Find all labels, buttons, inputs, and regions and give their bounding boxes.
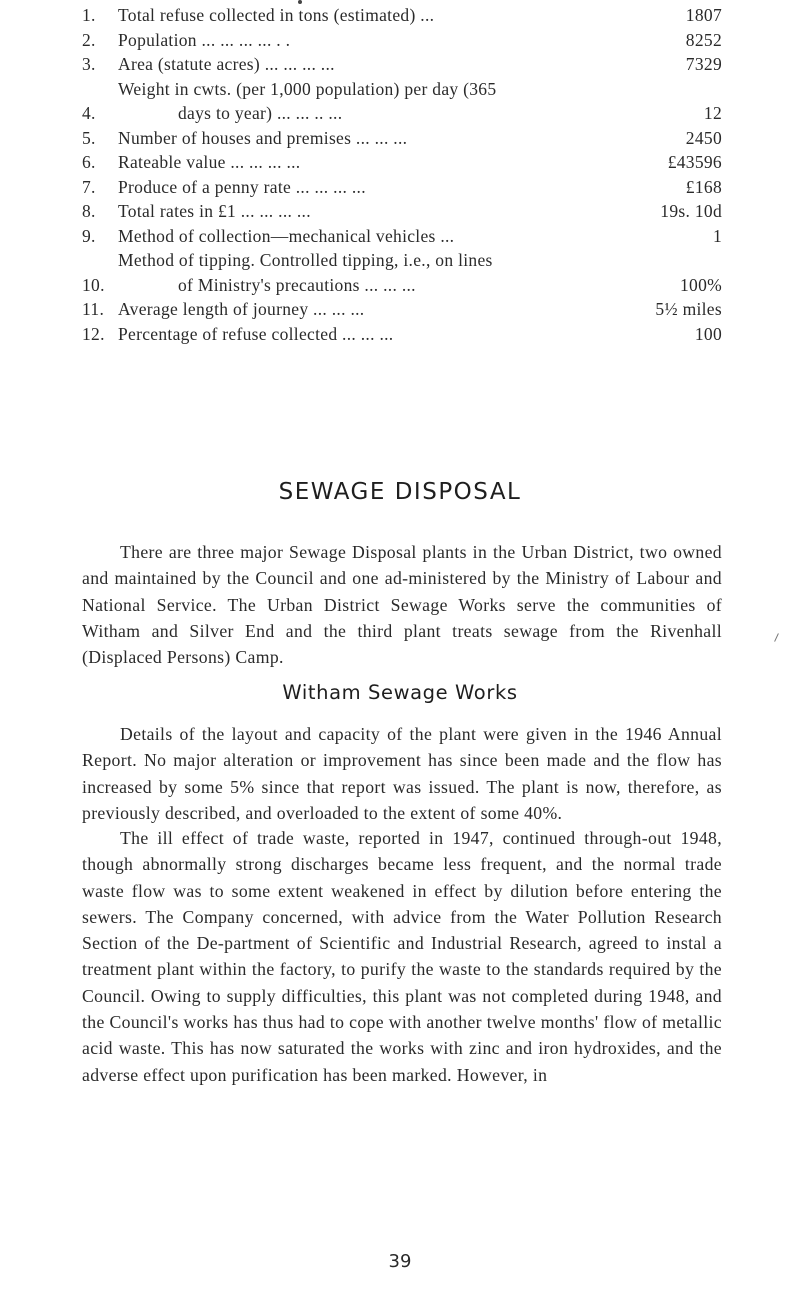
statistic-number: 1. bbox=[82, 5, 96, 25]
statistic-value: 2450 bbox=[685, 127, 722, 148]
statistic-value: 5½ miles bbox=[655, 299, 722, 319]
statistic-number: 8. bbox=[82, 201, 96, 221]
statistic-value: 8252 bbox=[685, 29, 722, 50]
statistic-row-9 bbox=[82, 224, 722, 249]
statistic-value: 19s. 10d bbox=[660, 201, 722, 221]
statistic-number: 9. bbox=[82, 225, 96, 246]
statistic-value: £43596 bbox=[667, 152, 722, 172]
statistic-row-10 bbox=[82, 248, 722, 297]
statistic-label: Method of collection—mechanical vehicles ... bbox=[118, 225, 455, 246]
statistic-row-2 bbox=[82, 28, 722, 53]
statistic-number: 10. bbox=[82, 274, 105, 295]
statistic-label: Number of houses and premises ... ... ... bbox=[118, 127, 408, 148]
statistic-label: Population ... ... ... ... . . bbox=[118, 29, 291, 50]
statistic-number: 3. bbox=[82, 54, 96, 74]
statistic-label: Total rates in £1 ... ... ... ... bbox=[118, 201, 311, 221]
statistic-label: Percentage of refuse collected ... ... ... bbox=[118, 323, 394, 344]
statistic-value: 7329 bbox=[685, 54, 722, 74]
statistic-row-3 bbox=[82, 52, 722, 77]
statistic-row-12 bbox=[82, 322, 722, 347]
statistic-number: 4. bbox=[82, 103, 96, 123]
statistic-number: 6. bbox=[82, 152, 96, 172]
statistic-value: 12 bbox=[703, 103, 722, 123]
statistic-row-1 bbox=[82, 3, 722, 28]
statistic-label: Average length of journey ... ... ... bbox=[118, 299, 365, 319]
page-number: 39 bbox=[388, 1251, 412, 1272]
layout-paragraph: Details of the layout and capacity of the plant were given in the 1946 Annual Report. No major alteration or improvement has since been made and the flow has increased by some 5% since that report was issued. The plant is now, therefore, as previously described, and overloaded to the extent of some 40%. bbox=[82, 724, 722, 823]
section-heading: SEWAGE DISPOSAL bbox=[278, 479, 522, 505]
statistic-row-4 bbox=[82, 77, 722, 126]
statistic-label: Weight in cwts. (per 1,000 population) per day (365 days to year) ... ... .. ... bbox=[118, 77, 622, 126]
statistic-row-5 bbox=[82, 126, 722, 151]
statistic-label: Total refuse collected in tons (estimated) ... bbox=[118, 5, 435, 25]
statistic-number: 11. bbox=[82, 299, 105, 319]
statistic-number: 12. bbox=[82, 323, 105, 344]
statistic-label: Area (statute acres) ... ... ... ... bbox=[118, 54, 335, 74]
statistic-label-continuation: of Ministry's precautions ... ... ... bbox=[178, 274, 416, 295]
statistic-row-7 bbox=[82, 175, 722, 200]
statistic-value: 100 bbox=[694, 323, 722, 344]
statistic-number: 7. bbox=[82, 176, 96, 197]
statistic-label-continuation: days to year) ... ... .. ... bbox=[178, 103, 343, 123]
statistic-label: Method of tipping. Controlled tipping, i.e., on lines of Ministry's precautions ... ... ... bbox=[118, 248, 622, 297]
statistic-number: 2. bbox=[82, 29, 96, 50]
statistic-row-6 bbox=[82, 150, 722, 175]
statistic-label: Rateable value ... ... ... ... bbox=[118, 152, 301, 172]
subsection-heading: Witham Sewage Works bbox=[282, 681, 518, 704]
statistic-row-8 bbox=[82, 199, 722, 224]
intro-paragraph: There are three major Sewage Disposal plants in the Urban District, two owned and maintained by the Council and one ad-ministered by the Ministry of Labour and National Service. The Urban District Sewage Works serve the communities of Witham and Silver End and the third plant treats sewage from the Rivenhall (Displaced Persons) Camp. bbox=[82, 542, 722, 668]
trade-waste-paragraph: The ill effect of trade waste, reported in 1947, continued through-out 1948, though abnormally strong discharges became less frequent, and the normal trade waste flow was to some extent weakened in effect by dilution before entering the sewers. The Company concerned, with advice from the Water Pollution Research Section of the De-partment of Scientific and Industrial Research, agreed to instal a treatment plant within the factory, to purify the waste to the standards required by the Council. Owing to supply difficulties, this plant was not completed during 1948, and the Council's works has thus had to cope with another twelve months' flow of metallic acid waste. This has now saturated the works with zinc and iron hydroxides, and the adverse effect upon purification has been marked. However, in bbox=[82, 828, 722, 1085]
refuse-statistics-list bbox=[82, 3, 722, 346]
statistic-value: 1 bbox=[712, 225, 722, 246]
statistic-value: 100% bbox=[679, 274, 722, 295]
statistic-number: 5. bbox=[82, 127, 96, 148]
statistic-value: 1807 bbox=[685, 5, 722, 25]
statistic-label: Produce of a penny rate ... ... ... ... bbox=[118, 176, 366, 197]
statistic-row-11 bbox=[82, 297, 722, 322]
margin-mark bbox=[774, 633, 779, 642]
statistic-value: £168 bbox=[685, 176, 722, 197]
